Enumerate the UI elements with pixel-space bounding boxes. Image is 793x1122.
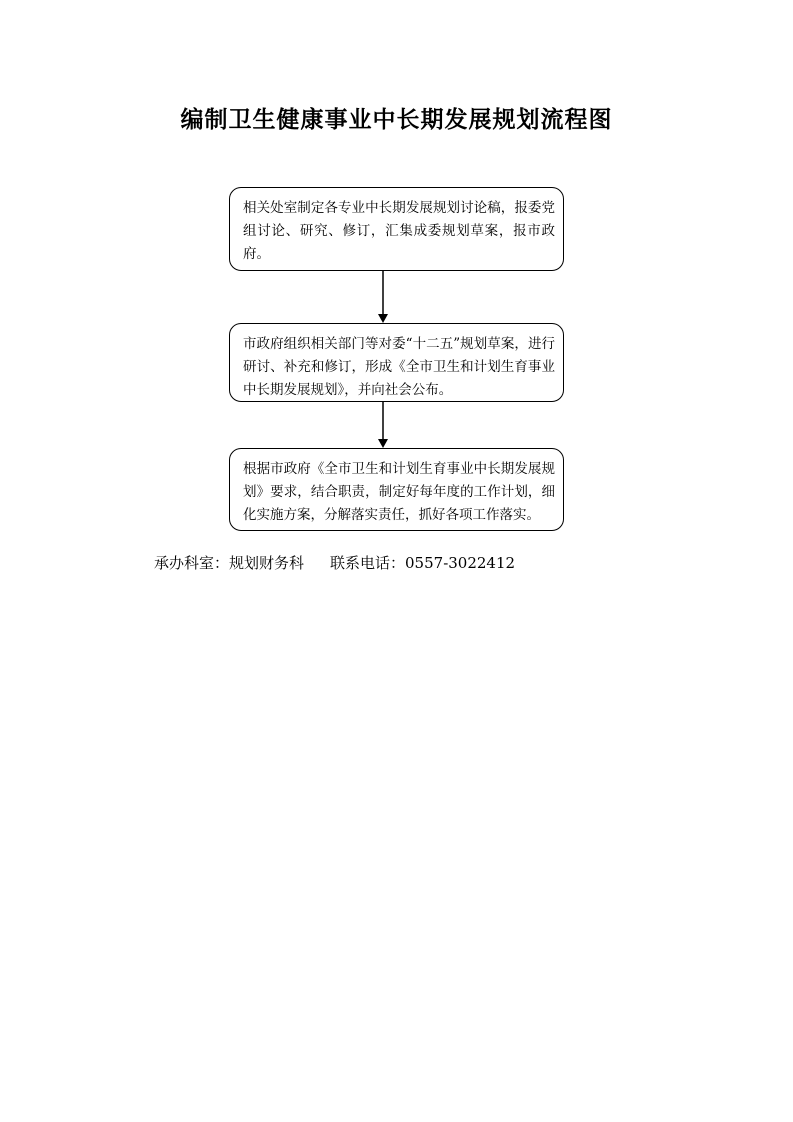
footer-contact: 联系电话：0557-3022412 [330,554,516,572]
document-title: 编制卫生健康事业中长期发展规划流程图 [180,107,613,133]
footer-department: 承办科室：规划财务科 [154,554,305,572]
flow-step-2: 市政府组织相关部门等对委“十二五”规划草案，进行研讨、补充和修订，形成《全市卫生和计划生育事业中长期发展规划》，并向社会公布。 [229,323,564,402]
footer-info [154,552,515,574]
flow-arrow-2 [373,402,393,448]
flow-step-1: 相关处室制定各专业中长期发展规划讨论稿，报委党组讨论、研究、修订，汇集成委规划草案，报市政府。 [229,187,564,271]
flow-step-3: 根据市政府《全市卫生和计划生育事业中长期发展规划》要求，结合职责，制定好每年度的工作计划，细化实施方案，分解落实责任，抓好各项工作落实。 [229,448,564,531]
flow-arrow-1 [373,271,393,323]
